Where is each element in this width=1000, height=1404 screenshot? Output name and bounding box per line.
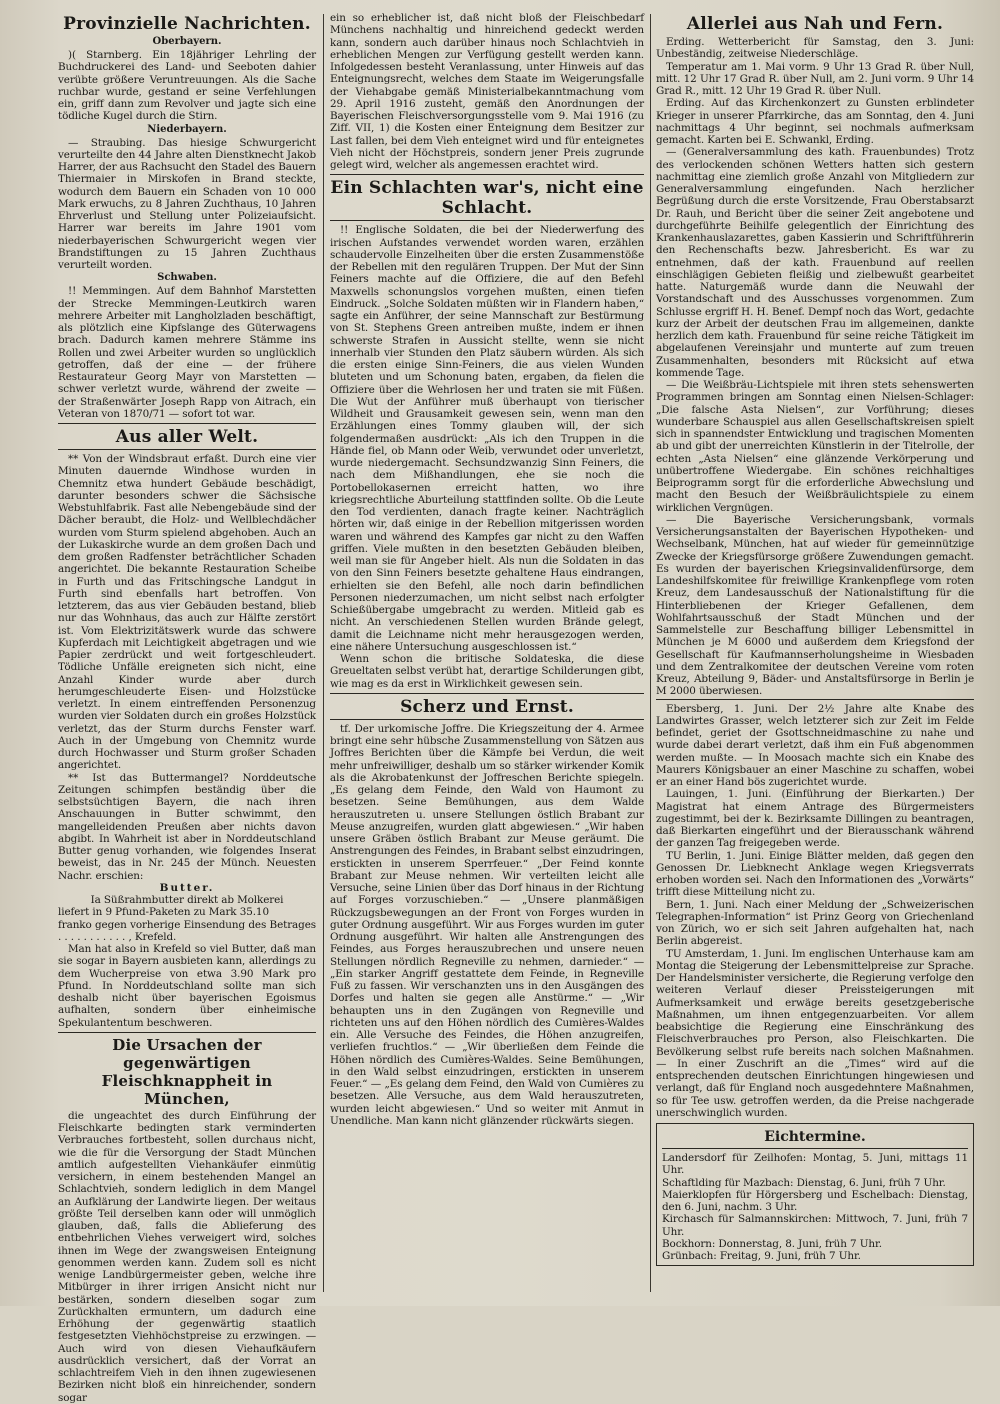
article-paragraph: TU Amsterdam, 1. Juni. Im englischen Unterhause kam am Montag die Steigerung der Lebensmittelpreise zur Sprache. Der Handelsminister versicherte, die Regierung verfolge den weiteren Verlauf dieser Preissteigerungen mit Aufmerksamkeit und erwäge bereits gesetzgeberische Maßnahmen, um ihnen entgegenzuarbeiten. Vor allem beabsichtige die Regierung eine Einschränkung des Fleischverbrauches pro Person, also Fleischkarten. Die Bevölkerung selbst rufe bereits nach solchen Maßnahmen. — In einer Zuschrift an die „Times“ wird auf die entsprechenden deutschen Einrichtungen hingewiesen und verlangt, daß für England noch ausgedehntere Maßnahmen, so für Tee usw. getroffen werden, da die Preise nachgerade unerschwinglich wurden.	[656, 947, 974, 1119]
notice-title: Eichtermine.	[764, 1129, 866, 1145]
article-paragraph: TU Berlin, 1. Juni. Einige Blätter melden, daß gegen den Genossen Dr. Liebknecht Anklage wegen Kriegsverrats erhoben worden sei. Nach den Informationen des „Vorwärts“ trifft diese Mitteilung nicht zu.	[656, 849, 974, 899]
article-headline: Die Ursachen der gegenwärtigen Fleischknappheit in München,	[101, 1035, 273, 1108]
divider	[58, 449, 316, 450]
article-paragraph: ein so erheblicher ist, daß nicht bloß der Fleischbedarf Münchens nachhaltig und hinreichend gedeckt werden kann, sondern auch darüber hinaus noch Schlachtvieh in erheblichen Mengen zur Verfügung gestellt werden kann. Infolgedessen besteht Veranlassung, unter Hinweis auf das Enteignungsrecht, welches dem Staate im Weigerungsfalle der Viehabgabe gemäß Ministerialbekanntmachung vom 29. April 1916 zusteht, gemäß den Anordnungen der Bayerischen Fleischversorgungsstelle vom 9. Mai 1916 (zu Ziff. VII, 1) die Kosten einer Enteignung dem Besitzer zur Last fallen, bei dem Vieh enteignet wird und für enteignetes Vieh nicht der Höchstpreis, sondern jener Preis zugrunde gelegt wird, welcher als angemessen erachtet wird.	[330, 12, 644, 171]
column-middle	[330, 12, 644, 1298]
article-paragraph: Erding. Auf das Kirchenkonzert zu Gunsten erblindeter Krieger in unserer Pfarrkirche, das am Sonntag, den 4. Juni nachmittags 4 Uhr beginnt, sei nochmals aufmerksam gemacht. Karten bei E. Schwankl, Erding.	[656, 97, 974, 146]
region-heading: Schwaben.	[157, 272, 217, 284]
column-rule	[323, 14, 324, 1292]
divider	[330, 719, 644, 720]
article-paragraph: Bern, 1. Juni. Nach einer Meldung der „Schweizerischen Telegraphen-Information“ ist Prinz Georg von Griechenland von Zürich, wo er sich seit Jahren aufgehalten hat, nach Berlin abgereist.	[656, 898, 974, 948]
article-paragraph: ** Von der Windsbraut erfaßt. Durch eine vier Minuten dauernde Windhose wurden in Chemnitz etwa hundert Gebäude beschädigt, darunter besonders schwer die Sächsische Webstuhlfabrik. Fast alle Nebengebäude sind der Dächer beraubt, die Holz- und Wellblechdächer wurden vom Sturm spielend abgehoben. Auch an der Lukaskirche wurde an dem großen Dach und dem großen Radfenster beträchtlicher Schaden angerichtet. Die bekannte Restauration Scheibe in Furth und das Fritschingsche Landgut in Furth sind ebenfalls hart betroffen. Von letzterem, das aus vier Gebäuden bestand, blieb nur das Wohnhaus, das auch zur Hälfte zerstört ist. Vom Elektrizitätswerk wurde das schwere Kupferdach mit Leichtigkeit abgetragen und wie Papier zerdrückt und weit fortgeschleudert. Tödliche Unfälle ereigneten sich nicht, eine Anzahl Kinder wurde aber durch herumgeschleuderte Eisen- und Holzstücke verletzt. In einem eintreffenden Personenzug wurden vier Soldaten durch ein großes Holzstück verletzt, das der Sturm durchs Fenster warf. Auch in der Umgebung von Chemnitz wurde durch Hochwasser und Sturm großer Schaden angerichtet.	[58, 453, 316, 772]
article-paragraph: — (Generalversammlung des kath. Frauenbundes) Trotz des verlockenden schönen Wetters hatten sich gestern nachmittag eine ziemlich große Anzahl von Mitgliedern zur Generalversammlung eingefunden. Nach herzlicher Begrüßung durch die erste Vorsitzende, Frau Oberstabsarzt Dr. Rauh, und Bericht über die seiner Zeit angebotene und durchgeführte Beihilfe gelegentlich der Einrichtung des Krankenhauslazarettes, gaben Kassierin und Schriftführerin den Rechenschafts bezw. Jahresbericht. Es war zu entnehmen, daß der kath. Frauenbund auf reellen einschlägigen Gebieten fleißig und zielbewußt gearbeitet hatte. Naturgemäß wurde dann die Neuwahl der Vorstandschaft und des Ausschusses vorgenommen. Zum Schlusse ergriff H. H. Benef. Dempf noch das Wort, gedachte kurz der Arbeit der deutschen Frau im allgemeinen, dankte herzlich dem kath. Frauenbund für seine reiche Tätigkeit im abgelaufenen Vereinsjahr und munterte auf zum treuen Zusammenhalten, besonders mit Rücksicht auf etwa kommende Tage.	[656, 146, 974, 379]
section-heading: Allerlei aus Nah und Fern.	[686, 14, 944, 34]
article-paragraph: die ungeachtet des durch Einführung der Fleischkarte bedingten stark verminderten Verbrauches fortbesteht, sollen durchaus nicht, wie die für die Versorgung der Stadt München amtlich aufgestellten Viehankäufer einmütig versichern, in einem bestehenden Mangel an Schlachtvieh, sondern lediglich in dem Mangel an Aufklärung der Landwirte liegen. Der weitaus größte Teil derselben kann oder will unmöglich glauben, daß, falls die Ablieferung des entbehrlichen Viehes verweigert wird, solches ihnen im Wege der zwangsweisen Enteignung genommen werden kann. Zudem soll es nicht wenige Landbürgermeister geben, welche ihre Mitbürger in ihrer irrigen Ansicht nicht nur bestärken, sondern dieselben sogar zum Zurückhalten ermuntern, um dadurch eine Erhöhung der gegenwärtig staatlich festgesetzten Viehhöchstpreise zu erzwingen. — Auch wird von diesen Viehaufkäufern ausdrücklich versichert, daß der Vorrat an schlachtreifem Vieh in den ihnen zugewiesenen Bezirken nicht bloß ein hinreichender, sondern sogar	[58, 1109, 316, 1404]
column-right	[656, 12, 974, 1298]
notice-box	[656, 1123, 974, 1266]
ad-line: Ia Süßrahmbutter direkt ab Molkerei	[90, 894, 284, 906]
article-paragraph: !! Memmingen. Auf dem Bahnhof Marstetten der Strecke Memmingen-Leutkirch waren mehrere Arbeiter mit Langholzladen beschäftigt, als plötzlich eine Kipfslange des Güterwagens brach. Dadurch kamen mehrere Stämme ins Rollen und zwei Arbeiter wurden so unglücklich getroffen, daß der eine — der frühere Restaurateur Georg Mayr von Marstetten — schwer verletzt wurde, während der zweite — der Straßenwärter Joseph Rapp von Aitrach, ein Veteran von 1870/71 — sofort tot war.	[58, 285, 316, 420]
divider	[330, 174, 644, 175]
notice-line: Maierklopfen für Hörgersberg und Eschelbach: Dienstag, den 6. Juni, nachm. 3 Uhr.	[662, 1188, 968, 1213]
article-paragraph: Erding. Wetterbericht für Samstag, den 3. Juni: Unbeständig, zeitweise Niederschläge.	[656, 36, 974, 61]
article-paragraph: — Straubing. Das hiesige Schwurgericht verurteilte den 44 Jahre alten Dienstknecht Jakob Harrer, der aus Rachsucht den Stadel des Bauern Thiermaier in Mirskofen in Brand steckte, wodurch dem Bauern ein Schaden von 10 000 Mark erwuchs, zu 8 Jahren Zuchthaus, 10 Jahren Ehrverlust und Stellung unter Polizeiaufsicht. Harrer war bereits im Jahre 1901 vom niederbayerischen Schwurgericht wegen vier Brandstiftungen zu 15 Jahren Zuchthaus verurteilt worden.	[58, 136, 316, 271]
divider	[58, 423, 316, 424]
article-paragraph: Wenn schon die britische Soldateska, die diese Greueltaten selbst verübt hat, derartige Schilderungen gibt, wie mag es da erst in Wirklichkeit gewesen sein.	[330, 653, 644, 690]
divider	[58, 1032, 316, 1033]
article-paragraph: ** Ist das Buttermangel? Norddeutsche Zeitungen schimpfen beständig über die selbstsüchtigen Bayern, die nach ihren Anschauungen in Butter schwimmt, den mangelleidenden Preußen aber nichts davon abgibt. In Wahrheit ist aber in Norddeutschland Butter genug vorhanden, wie folgendes Inserat beweist, das in Nr. 245 der Münch. Neuesten Nachr. erschien:	[58, 771, 316, 882]
article-paragraph: Man hat also in Krefeld so viel Butter, daß man sie sogar in Bayern ausbieten kann, allerdings zu dem Wucherpreise von etwa 3.90 Mark pro Pfund. In Norddeutschland sollte man sich deshalb nicht über bayerischen Egoismus aufhalten, sondern über einheimische Spekulantentum beschweren.	[58, 943, 316, 1029]
section-heading: Provinzielle Nachrichten.	[63, 14, 311, 34]
column-rule	[650, 14, 651, 1292]
notice-line: Schaftlding für Mazbach: Dienstag, 6. Juni, früh 7 Uhr.	[662, 1176, 946, 1189]
section-heading: Scherz und Ernst.	[400, 696, 574, 717]
column-left	[58, 12, 316, 1404]
article-paragraph: — Die Bayerische Versicherungsbank, vormals Versicherungsanstalten der Bayerischen Hypotheken- und Wechselbank, München, hat auf wieder für gemeinnützige Zwecke der Kriegsfürsorge größere Zuwendungen gemacht. Es wurden der bayerischen Kriegsinvalidenfürsorge, dem Landeshilfskomitee für freiwillige Krankenpflege vom roten Kreuz, dem Landesausschuß der Nationalstiftung für die Hinterbliebenen der Krieger Gefallenen, dem Wohlfahrtsausschuß der Stadt München und der Sammelstelle zur Beschaffung billiger Lebensmittel in München je M 6000 und außerdem dem Kriegsfond der Gesellschaft für Kaufmannserholungsheime in Wiesbaden und dem Zentralkomitee der deutschen Vereine vom roten Kreuz, Abteilung 9, Bäder- und Anstaltsfürsorge in Berlin je M 2000 überwiesen.	[656, 513, 974, 698]
article-paragraph: !! Englische Soldaten, die bei der Niederwerfung des irischen Aufstandes verwendet worden waren, erzählen schaudervolle Einzelheiten über die ersten Zusammenstöße der Rebellen mit den regulären Truppen. Der Mut der Sinn Feiners machte auf die Offiziere, die auf den Befehl Maxwells schonungslos vorgehen mußten, einen tiefen Eindruck. „Solche Soldaten müßten wir in Flandern haben,“ sagte ein Anführer, der seine Mannschaft zur Bestürmung von St. Stephens Green antreiben mußte, indem er ihnen schwerste Strafen in Aussicht stellte, wenn sie nicht innerhalb vier Stunden den Platz säubern würden. Als sich die ersten einige Sinn-Feiners, die aus vielen Wunden bluteten und um Schonung baten, ergaben, da fielen die Offiziere über die Wehrlosen her und traten sie mit Füßen. Die Wut der Anführer muß überhaupt von tierischer Wildheit und Grausamkeit gewesen sein, wenn man den Erzählungen eines Tommy glauben will, der sich folgendermaßen ausdrückt: „Als ich den Truppen in die Hände fiel, ob Mann oder Weib, verwundet oder unverletzt, wurde niedergemacht. Sechsundzwanzig Sinn Feiners, die nach dem Mißhandlungen, ehe sie noch die Portobellokasernen erreicht hatten, wo ihre kriegsrechtliche Aburteilung stattfinden sollte. Ob die Leute den Tod verdienten, danach fragte keiner. Nachträglich hörten wir, daß einige in der Rebellion mitgerissen worden waren und während des Kampfes gar nicht zu den Waffen griffen. Viele mußten in den besetzten Gebäuden bleiben, weil man sie für Angeber hielt. Als nun die Soldaten in das von den Sinn Feiners besetzte gehaltene Haus eindrangen, erhielten sie den Befehl, alle noch darin befindlichen Personen niederzumachen, um nicht selbst nach erfolgter Schießübergabe umgebracht zu werden. Mitleid gab es nicht. An verschiedenen Stellen wurden Brände gelegt, damit die Leichname nicht mehr herausgezogen werden, eine nähere Untersuchung ausgeschlossen ist.“	[330, 224, 644, 653]
article-paragraph: tf. Der urkomische Joffre. Die Kriegszeitung der 4. Armee bringt eine sehr hübsche Zusammenstellung von Sätzen aus Joffres Berichten über die Kämpfe bei Verdun, die weit mehr unfreiwilliger, deshalb um so stärker wirkender Komik als die Akrobatenkunst der Joffreschen Berichte spiegeln. „Es gelang dem Feinde, den Wald von Haumont zu besetzen. Seine Bemühungen, aus dem Walde herauszutreten u. unsere Stellungen östlich Brabant zur Meuse anzugreifen, wurden glatt abgewiesen.“ „Wir haben unsere Gräben östlich Brabant zur Meuse geräumt. Die Anstrengungen des Feindes, in Brabant selbst einzudringen, erstickten in unserem Sperrfeuer.“ „Der Feind konnte Brabant zur Meuse nehmen. Wir verteilten leicht alle Versuche, seine Linien über das Dorf hinaus in der Richtung auf Forges vorzuschieben.“ — „Unsere planmäßigen Rückzugsbewegungen an der Front von Forges wurden in guter Ordnung ausgeführt. Wir aus Forges wurden im guter Ordnung ausgeführt. Wir halten alle Anstrengungen des Feindes, aus Forges herauszubrechen und unsere neuen Stellungen nördlich Regneville zu nehmen, darnieder.“ — „Ein starker Angriff gestattete dem Feinde, in Regneville Fuß zu fassen. Wir verschanzten uns in den Ausgängen des Dorfes und halten sie gegen alle Anstürme.“ — „Wir behaupten uns in den Zugängen von Regneville und richteten uns auf den Höhen nördlich des Cumières-Waldes ein. Alle Versuche des Feindes, die Höhen anzugreifen, verliefen fruchtlos.“ — „Wir überließen dem Feinde die Höhen nördlich des Cumières-Waldes. Seine Bemühungen, in den Wald selbst einzudringen, erstickten in unserem Feuer.“ — „Es gelang dem Feind, den Wald von Cumières zu besetzen. Alle Versuche, aus dem Wald herauszutreten, wurden leicht abgewiesen.“ Und so weiter mit Anmut in Unendliche. Man kann nicht glänzender rückwärts siegen.	[330, 722, 644, 1127]
ad-line: franko gegen vorherige Einsendung des Betrages . . . . . . . . . . . , Krefeld.	[58, 918, 316, 943]
notice-line: Grünbach: Freitag, 9. Juni, früh 7 Uhr.	[662, 1250, 861, 1262]
ad-title: Butter.	[159, 881, 215, 894]
divider	[330, 693, 644, 694]
region-heading: Oberbayern.	[152, 36, 222, 47]
article-paragraph: Temperatur am 1. Mai vorm. 9 Uhr 13 Grad R. über Null, mitt. 12 Uhr 17 Grad R. über Null, am 2. Juni vorm. 9 Uhr 14 Grad R., mitt. 12 Uhr 19 Grad R. über Null.	[656, 60, 974, 97]
region-heading: Niederbayern.	[147, 123, 227, 135]
notice-line: Kirchasch für Salmannskirchen: Mittwoch, 7. Juni, früh 7 Uhr.	[662, 1213, 968, 1238]
divider	[656, 699, 974, 700]
article-paragraph: Lauingen, 1. Juni. (Einführung der Bierkarten.) Der Magistrat hat einem Antrage des Bürgermeisters zugestimmt, bei der k. Bezirksamte Dillingen zu beantragen, daß Bierkarten eingeführt und der Bierausschank während der ganzen Tag freigegeben werde.	[656, 788, 974, 850]
section-heading: Aus aller Welt.	[115, 427, 259, 447]
divider	[330, 220, 644, 221]
notice-line: Landersdorf für Zeilhofen: Montag, 5. Juni, mittags 11 Uhr.	[662, 1152, 968, 1177]
ad-line: liefert in 9 Pfund-Paketen zu Mark 35.10	[58, 906, 269, 919]
notice-line: Bockhorn: Donnerstag, 8. Juni, früh 7 Uhr.	[662, 1237, 882, 1250]
article-paragraph: — Die Weißbräu-Lichtspiele mit ihren stets sehenswerten Programmen bringen am Sonntag einen Nielsen-Schlager: „Die falsche Asta Nielsen“, zur Vorführung; dieses wunderbare Schauspiel aus allen Gesellschaftskreisen spielt sich in spannendster Entwicklung und tragischen Momenten ab und gibt der unerreichten Künstlerin in der Titelrolle, der echten „Asta Nielsen“ eine glänzende Verkörperung und unübertroffene Wiedergabe. Ein schönes reichhaltiges Beiprogramm sorgt für die erforderliche Abwechslung und macht den Besuch der Weißbräulichtspiele zu einem wirklichen Vergnügen.	[656, 379, 974, 514]
divider	[662, 1148, 968, 1149]
article-paragraph: Ebersberg, 1. Juni. Der 2½ Jahre alte Knabe des Landwirtes Grasser, welch letzterer sich zur Zeit im Felde befindet, geriet der Gsottschneidmaschine zu nahe und wurde dabei derart verletzt, daß ihm ein Fuß abgenommen werden mußte. — In Moosach machte sich ein Knabe des Maurers Königsbauer an einer Maschine zu schaffen, wobei er an einer Hand bös zugerichtet wurde.	[656, 702, 974, 788]
article-headline: Ein Schlachten war's, nicht eine Schlacht.	[330, 178, 644, 219]
article-paragraph: )( Starnberg. Ein 18jähriger Lehrling der Buchdruckerei des Land- und Seeboten dahier verübte größere Veruntreuungen. Als die Sache ruchbar wurde, gestand er seine Verfehlungen ein, griff dann zum Revolver und jagte sich eine tödliche Kugel durch die Stirn.	[58, 49, 316, 123]
